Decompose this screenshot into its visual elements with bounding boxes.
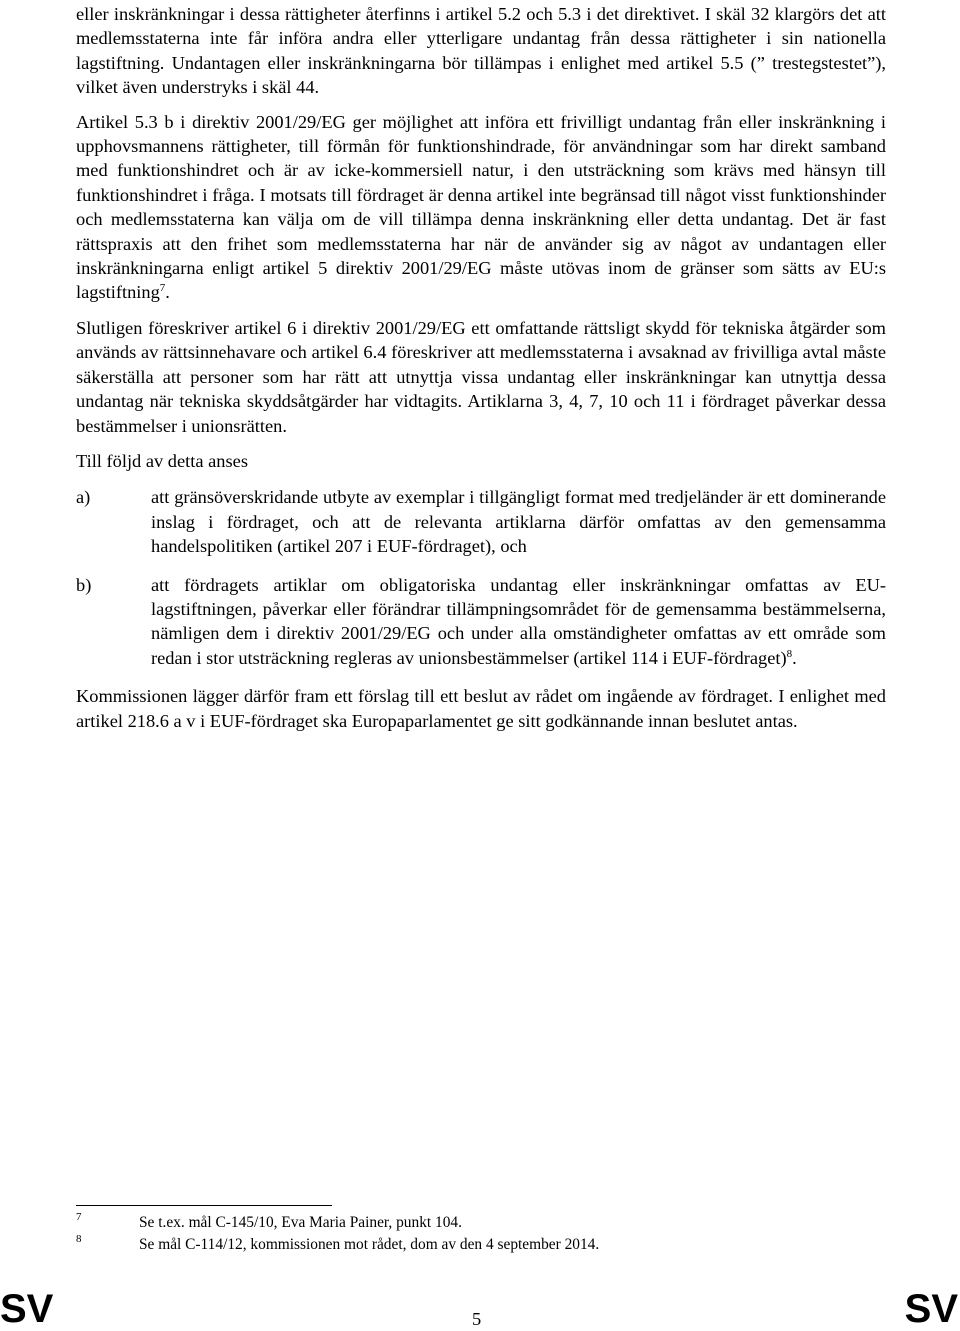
paragraph-intro: eller inskränkningar i dessa rättigheter återfinns i artikel 5.2 och 5.3 i det direktivet. I skäl 32 klargörs det att medlemsstaterna inte får införa andra eller ytterligare undantag från dessa rättigheter i sin nationella lagstiftning. Undantagen eller inskränkningarna bör tillämpas i enlighet med artikel 5.5 (” trestegstestet”), vilket även understryks i skäl 44.	[76, 4, 886, 98]
list-marker-b: b)	[76, 574, 92, 595]
page-number: 5	[472, 1309, 482, 1329]
footnotes	[76, 1212, 876, 1256]
footnote-text: Se mål C-114/12, kommissionen mot rådet, dom av den 4 september 2014.	[139, 1236, 600, 1253]
footnote-8	[76, 1234, 876, 1256]
language-code-left: SV	[0, 1287, 54, 1331]
body-text	[76, 0, 886, 733]
footnote-divider	[76, 1205, 332, 1206]
paragraph-artikel	[76, 110, 886, 305]
paragraph-slutligen: Slutligen föreskriver artikel 6 i direktiv 2001/29/EG ett omfattande rättsligt skydd för tekniska åtgärder som används av rättsinnehavare och artikel 6.4 föreskriver att medlemsstaterna i avsaknad av frivilliga avtal måste säkerställa att personer som har rätt att utnyttja vissa undantag eller inskränkningar kan utnyttja dessa undantag när tekniska skyddsåtgärder har vidtagits. Artiklarna 3, 4, 7, 10 och 11 i fördraget påverkar dessa bestämmelser i unionsrätten.	[76, 317, 886, 436]
footnote-ref-7[interactable]: 7	[159, 282, 166, 295]
list-text-a	[151, 485, 886, 558]
list-text-b	[151, 573, 886, 671]
paragraph-artikel-text: Artikel 5.3 b i direktiv 2001/29/EG ger möjlighet att införa ett frivilligt undantag från eller inskränkning i upphovsmannens rättigheter, till förmån för funktionshindrade, för användningar som har direkt samband med funktionshindret och är av icke-kommersiell natur, i den utsträckning som krävs med hänsyn till funktionshindret i fråga. I motsats till fördraget är denna artikel inte begränsad till något visst funktionshinder och medlemsstaterna kan välja om de vill tillämpa denna inskränkning eller detta undantag. Det är fast rättspraxis att den frihet som medlemsstaterna har när de använder sig av något av undantagen eller inskränkningarna enligt artikel 5 direktiv 2001/29/EG måste utövas inom de gränser som sätts av EU:s lagstiftning	[76, 111, 886, 303]
footnote-text: Se t.ex. mål C-145/10, Eva Maria Painer, punkt 104.	[139, 1214, 462, 1231]
paragraph-till-foljd: Till följd av detta anses	[76, 450, 248, 471]
language-code-right: SV	[904, 1287, 958, 1331]
list-marker-a: a)	[76, 487, 91, 508]
paragraph-kommissionen: Kommissionen lägger därför fram ett förslag till ett beslut av rådet om ingående av fördraget. I enlighet med artikel 218.6 a v i EUF-fördraget ska Europaparlamentet ge sitt godkännande innan beslutet antas.	[76, 686, 886, 731]
list-item-b	[76, 573, 886, 671]
list-text-a-body: att gränsöverskridande utbyte av exemplar i tillgängligt format med tredjeländer är ett dominerande inslag i fördraget, och att de relevanta artiklarna därför omfattas av den gemensamma handelspolitiken (artikel 207 i EUF-fördraget), och	[151, 487, 886, 557]
footnote-mark: 7	[76, 1211, 82, 1223]
footnote-mark: 8	[76, 1233, 82, 1245]
list-item-a	[76, 485, 886, 558]
list-text-b-body: att fördragets artiklar om obligatoriska undantag eller inskränkningar omfattas av EU-lagstiftningen, påverkar eller förändrar tillämpningsområdet för de gemensamma bestämmelserna, nämligen dem i direktiv 2001/29/EG och under alla omständigheter omfattas av ett område som redan i stor utsträckning regleras av unionsbestämmelser (artikel 114 i EUF-fördraget)	[151, 574, 886, 668]
paragraph-artikel-end: .	[165, 282, 170, 303]
footnote-ref-8[interactable]: 8	[786, 647, 793, 660]
footnote-7	[76, 1212, 876, 1234]
list-text-b-end: .	[792, 647, 797, 668]
